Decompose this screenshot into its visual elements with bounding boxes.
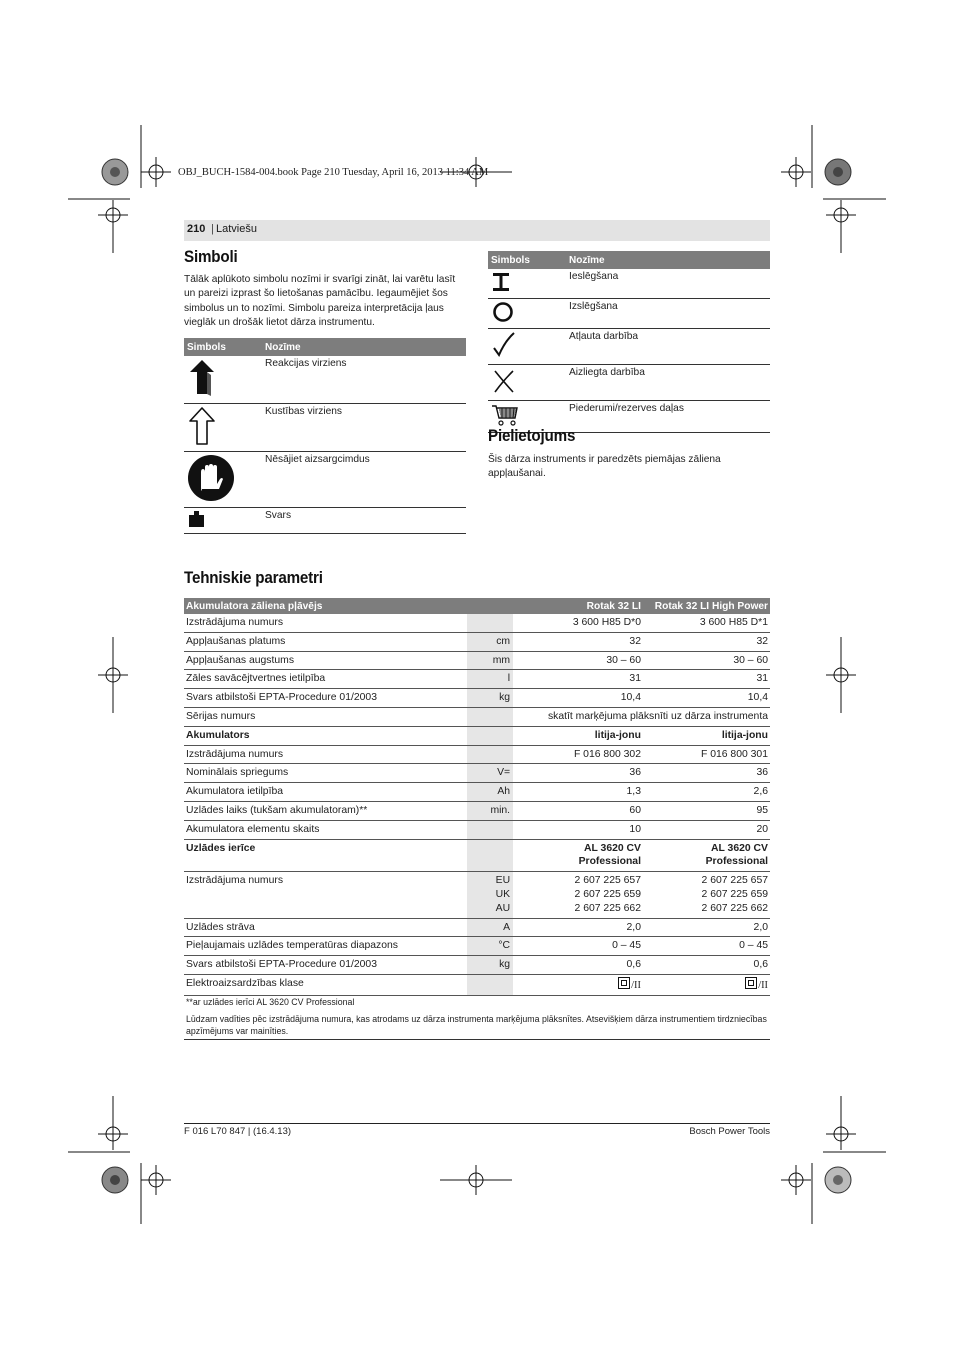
spec-value-model-1 — [513, 801, 643, 820]
spec-unit — [467, 632, 513, 651]
spec-cell-line: 3 600 H85 D*1 — [699, 617, 768, 628]
spec-value-model-2 — [643, 783, 770, 802]
spec-cell-line: 2,0 — [753, 921, 768, 933]
spec-cell-line: Ah — [497, 786, 511, 798]
spec-header-row — [184, 598, 770, 614]
spec-cell-line: 2 607 225 659 — [574, 888, 641, 900]
spec-value-model-2 — [643, 918, 770, 937]
weight-icon — [187, 510, 207, 528]
spec-cell-line — [515, 977, 641, 993]
spec-value-model-1 — [513, 918, 643, 937]
spec-label — [184, 689, 467, 708]
spec-value-model-1 — [513, 689, 643, 708]
spec-value-model-2 — [643, 820, 770, 839]
spec-cell-line: °C — [498, 940, 511, 952]
spec-value-model-2 — [643, 839, 770, 872]
spec-row — [184, 937, 770, 956]
spec-unit — [467, 670, 513, 689]
spec-cell-line: Akumulators — [186, 729, 250, 741]
spec-value-model-1 — [513, 839, 643, 872]
spec-footnote-row — [184, 1010, 770, 1040]
spec-cell-line: 30 – 60 — [606, 654, 641, 666]
spec-row — [184, 707, 770, 726]
spec-cell-line: V= — [497, 767, 511, 779]
spec-cell-line: 2,6 — [753, 786, 768, 798]
spec-footnote-row — [184, 995, 770, 1010]
col-meaning-header: Nozīme — [262, 338, 466, 356]
simboli-intro: Tālāk aplūkoto simbolu nozīmi ir svarīgi zināt, lai varētu lasīt un pareizi izprast šo lietošanas pamācību. Iegaumējiet šos simbolus un to nozīmi. Simbolu pareiza interpretācija ļaus vieglāk un drošāk lietot dārza instrumentu. — [184, 274, 456, 328]
spec-cell-line: cm — [496, 635, 511, 647]
spec-cell-line: 0 – 45 — [739, 940, 768, 952]
spec-cell-line: Professional — [578, 856, 641, 868]
spec-label — [184, 632, 467, 651]
symbol-row — [184, 452, 466, 508]
spec-value-model-2 — [643, 764, 770, 783]
spec-label — [184, 801, 467, 820]
spec-row — [184, 918, 770, 937]
spec-cell-line: Akumulatora elementu skaits — [186, 823, 320, 835]
spec-unit — [467, 872, 513, 918]
spec-cell-line: l — [507, 673, 511, 685]
symbol-row — [184, 404, 466, 452]
spec-unit — [467, 820, 513, 839]
spec-cell-line: Elektroaizsardzības klase — [186, 977, 304, 989]
page-header-bar — [184, 220, 770, 241]
spec-cell-line: Izstrādājuma numurs — [186, 748, 284, 760]
shopping-cart-icon — [491, 403, 519, 427]
spec-cell-line: kg — [499, 692, 511, 704]
section-title-tehniskie-parametri: Tehniskie parametri — [184, 569, 323, 587]
spec-value-model-2 — [643, 801, 770, 820]
col-meaning-header: Nozīme — [566, 251, 770, 269]
spec-row — [184, 839, 770, 872]
spec-cell-line: Izstrādājuma numurs — [186, 875, 284, 887]
spec-cell-line: 60 — [629, 804, 641, 816]
symbol-row — [184, 508, 466, 534]
spec-cell-line: Professional — [705, 856, 768, 868]
spec-value-model-1 — [513, 651, 643, 670]
symbol-row — [488, 299, 770, 329]
spec-label — [184, 614, 467, 632]
spec-label — [184, 839, 467, 872]
spec-value-model-2 — [643, 956, 770, 975]
spec-value-model-1 — [513, 726, 643, 745]
spec-cell-line: litija-jonu — [594, 729, 641, 741]
symbol-row — [488, 365, 770, 401]
spec-cell-line: AU — [495, 902, 511, 914]
spec-label — [184, 764, 467, 783]
power-on-icon — [491, 271, 511, 293]
symbol-meaning: Kustības virziens — [262, 404, 466, 452]
print-info-line: OBJ_BUCH-1584-004.book Page 210 Tuesday, April 16, 2013 11:34 AM — [178, 167, 489, 178]
symbol-meaning: Reakcijas virziens — [262, 356, 466, 404]
spec-value-model-2 — [643, 651, 770, 670]
spec-cell-line: EU — [495, 875, 511, 887]
spec-row — [184, 801, 770, 820]
spec-unit — [467, 726, 513, 745]
spec-unit — [467, 974, 513, 995]
symbol-meaning: Ieslēgšana — [566, 269, 770, 299]
spec-label — [184, 726, 467, 745]
spec-cell-line: Sērijas numurs — [186, 710, 256, 722]
spec-label — [184, 872, 467, 918]
spec-cell-line: 2 607 225 659 — [701, 888, 768, 900]
spec-value-model-1 — [513, 937, 643, 956]
symbol-row — [488, 329, 770, 365]
spec-row — [184, 670, 770, 689]
spec-value-model-2 — [643, 689, 770, 708]
col-symbol-header: Simbols — [184, 338, 262, 356]
pielietojums-text: Šis dārza instruments ir paredzēts piemājas zāliena appļaušanai. — [488, 454, 721, 480]
page-number: 210 — [187, 223, 206, 235]
spec-row — [184, 726, 770, 745]
spec-cell-line: 10 — [629, 823, 641, 835]
spec-value-model-1 — [513, 670, 643, 689]
spec-cell-line: AL 3620 CV — [583, 842, 641, 854]
spec-cell-line: 32 — [756, 635, 768, 647]
spec-cell-line: 3 600 H85 D*0 — [572, 617, 641, 628]
spec-cell-line: Svars atbilstoši EPTA-Procedure 01/2003 — [186, 959, 377, 971]
spec-unit — [467, 956, 513, 975]
spec-cell-line: Svars atbilstoši EPTA-Procedure 01/2003 — [186, 692, 377, 704]
spec-label — [184, 918, 467, 937]
spec-unit — [467, 745, 513, 764]
symbol-meaning: Nēsājiet aizsargcimdus — [262, 452, 466, 508]
spec-cell-line: Appļaušanas augstums — [186, 654, 295, 666]
spec-unit — [467, 689, 513, 708]
spec-cell-line: Zāles savācējtvertnes ietilpība — [186, 673, 326, 685]
spec-unit — [467, 918, 513, 937]
spec-table — [184, 598, 770, 1040]
protection-class-label: /II — [631, 979, 641, 991]
spec-cell-line: 0,6 — [753, 959, 768, 971]
spec-value-model-2 — [643, 632, 770, 651]
spec-row — [184, 689, 770, 708]
spec-value-model-2 — [643, 726, 770, 745]
spec-cell-line: Izstrādājuma numurs — [186, 617, 284, 628]
spec-footnote-2: Lūdzam vadīties pēc izstrādājuma numura, kas atrodams uz dārza instrumenta marķējuma plāksnītes. Atsevišķiem dārza instrumentiem tirdzniecības apzīmējums var mainīties. — [184, 1010, 770, 1040]
spec-value-model-1 — [513, 974, 643, 995]
spec-cell-line: min. — [490, 804, 511, 816]
spec-cell-line: 2 607 225 657 — [701, 875, 768, 887]
spec-row — [184, 745, 770, 764]
spec-cell-line: 36 — [629, 767, 641, 779]
spec-cell-line: Nominālais spriegums — [186, 767, 289, 779]
spec-cell-line: 2 607 225 657 — [574, 875, 641, 887]
symbol-meaning: Aizliegta darbība — [566, 365, 770, 401]
spec-cell-line: 36 — [756, 767, 768, 779]
spec-unit — [467, 764, 513, 783]
spec-cell-line: 2 607 225 662 — [701, 902, 768, 914]
reaction-arrow-icon — [187, 358, 217, 398]
spec-label — [184, 651, 467, 670]
spec-value-model-1 — [513, 614, 643, 632]
spec-cell-line: F 016 800 301 — [700, 748, 768, 760]
spec-cell-line: Appļaušanas platums — [186, 635, 286, 647]
spec-value-model-1 — [513, 745, 643, 764]
spec-cell-line: F 016 800 302 — [573, 748, 641, 760]
spec-cell-line: 30 – 60 — [733, 654, 768, 666]
spec-row — [184, 872, 770, 918]
spec-unit — [467, 614, 513, 632]
spec-cell-line: 31 — [756, 673, 768, 685]
spec-value-model-2 — [643, 974, 770, 995]
footer-left: F 016 L70 847 | (16.4.13) — [184, 1126, 292, 1137]
spec-value-model-1 — [513, 783, 643, 802]
symbol-table-right — [488, 251, 770, 433]
spec-cell-line: Uzlādes laiks (tukšam akumulatoram)** — [186, 804, 368, 816]
spec-value-model-1 — [513, 956, 643, 975]
section-title-pielietojums: Pielietojums — [488, 427, 576, 445]
spec-header-model-2: Rotak 32 LI High Power — [643, 598, 770, 614]
spec-label — [184, 937, 467, 956]
spec-cell-line: Akumulatora ietilpība — [186, 786, 284, 798]
spec-cell-line: kg — [499, 959, 511, 971]
spec-cell-line: 2,0 — [626, 921, 641, 933]
spec-header-model-1: Rotak 32 LI — [513, 598, 643, 614]
spec-label — [184, 670, 467, 689]
protection-class-ii-icon — [745, 977, 757, 989]
spec-cell-line: 95 — [756, 804, 768, 816]
spec-value-model-1 — [513, 632, 643, 651]
spec-cell-line: 10,4 — [747, 692, 768, 704]
spec-unit — [467, 801, 513, 820]
spec-cell-line: A — [503, 921, 511, 933]
symbol-meaning: Piederumi/rezerves daļas — [566, 401, 770, 433]
spec-unit — [467, 651, 513, 670]
spec-value-model-1 — [513, 872, 643, 918]
spec-value-model-2 — [643, 614, 770, 632]
col-symbol-header: Simbols — [488, 251, 566, 269]
spec-unit — [467, 937, 513, 956]
spec-cell-line: 20 — [756, 823, 768, 835]
symbol-row — [184, 356, 466, 404]
spec-cell-line: 1,3 — [626, 786, 641, 798]
protection-class-ii-icon — [618, 977, 630, 989]
spec-cell-line: 0,6 — [626, 959, 641, 971]
spec-row — [184, 632, 770, 651]
header-separator: | — [211, 223, 214, 235]
spec-label — [184, 956, 467, 975]
spec-value-model-1 — [513, 820, 643, 839]
spec-footnote-1: **ar uzlādes ierīci AL 3620 CV Professional — [186, 996, 355, 1007]
checkmark-icon — [491, 331, 517, 359]
symbol-meaning: Izslēgšana — [566, 299, 770, 329]
page-language: Latviešu — [216, 223, 257, 235]
footer-right: Bosch Power Tools — [689, 1126, 770, 1137]
spec-value-model-2 — [643, 937, 770, 956]
spec-cell-line: UK — [495, 888, 511, 900]
symbol-row — [488, 269, 770, 299]
spec-cell-line: 10,4 — [620, 692, 641, 704]
spec-row — [184, 974, 770, 995]
spec-unit — [467, 839, 513, 872]
spec-row — [184, 764, 770, 783]
spec-row — [184, 651, 770, 670]
spec-row — [184, 956, 770, 975]
spec-cell-line: Uzlādes strāva — [186, 921, 255, 933]
spec-cell-line: 31 — [629, 673, 641, 685]
spec-value-model-1 — [513, 764, 643, 783]
spec-header-product: Akumulatora zāliena pļāvējs — [184, 598, 513, 614]
gloves-icon — [187, 454, 235, 502]
spec-label — [184, 707, 467, 726]
spec-cell-line: Pieļaujamais uzlādes temperatūras diapazons — [186, 940, 398, 952]
spec-label — [184, 783, 467, 802]
power-off-icon — [491, 301, 515, 323]
spec-cell-line: litija-jonu — [721, 729, 768, 741]
spec-unit — [467, 707, 513, 726]
spec-cell-line: 2 607 225 662 — [574, 902, 641, 914]
spec-label — [184, 974, 467, 995]
spec-cell-line: mm — [492, 654, 511, 666]
spec-value-model-2 — [643, 872, 770, 918]
spec-value-model-2 — [643, 745, 770, 764]
spec-row — [184, 820, 770, 839]
protection-class-label: /II — [758, 979, 768, 991]
spec-cell-line — [645, 977, 768, 993]
cross-icon — [491, 367, 517, 395]
spec-cell-line: AL 3620 CV — [711, 842, 768, 854]
spec-row — [184, 783, 770, 802]
spec-label — [184, 820, 467, 839]
spec-cell-line: 0 – 45 — [612, 940, 641, 952]
spec-value-model-1 — [513, 707, 770, 726]
symbol-meaning: Svars — [262, 508, 466, 534]
spec-cell-line: skatīt marķējuma plāksnīti uz dārza instrumenta — [547, 710, 768, 722]
section-title-simboli: Simboli — [184, 248, 238, 266]
spec-value-model-2 — [643, 670, 770, 689]
footer-rule — [184, 1123, 770, 1124]
spec-unit — [467, 783, 513, 802]
spec-row — [184, 614, 770, 632]
spec-cell-line: 32 — [629, 635, 641, 647]
spec-cell-line: Uzlādes ierīce — [186, 842, 256, 854]
movement-arrow-icon — [187, 406, 217, 446]
spec-label — [184, 745, 467, 764]
symbol-table-left — [184, 338, 466, 534]
symbol-meaning: Atļauta darbība — [566, 329, 770, 365]
